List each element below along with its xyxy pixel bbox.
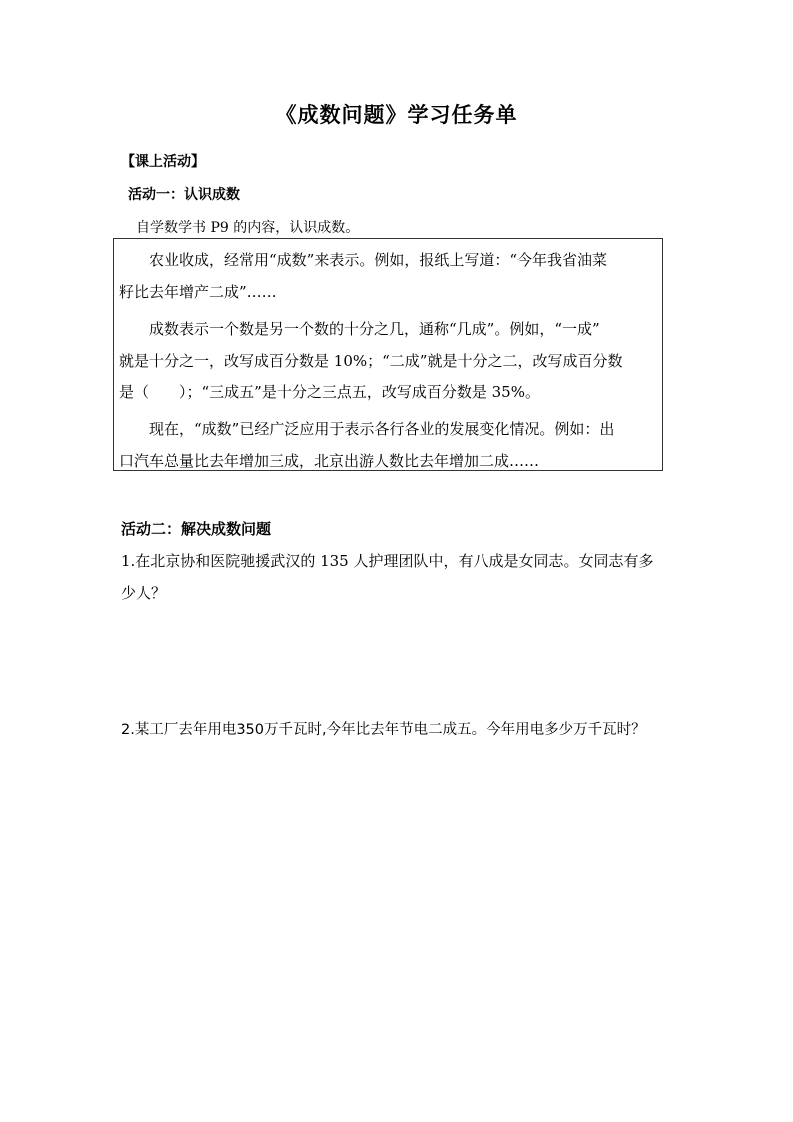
box-line-5: 是（ ）；“三成五”是十分之三点五，改写成百分数是 35%。 (119, 383, 540, 401)
question-2: 2.某工厂去年用电350万千瓦时,今年比去年节电二成五。今年用电多少万千瓦时？ (121, 722, 646, 738)
activity-one-intro: 自学数学书 P9 的内容，认识成数。 (136, 220, 360, 236)
box-line-3: 成数表示一个数是另一个数的十分之几，通称“几成”。例如，“一成” (149, 320, 600, 338)
box-line-4: 就是十分之一，改写成百分数是 10%；“二成”就是十分之二，改写成百分数 (119, 352, 623, 370)
activity-one-heading: 活动一：认识成数 (128, 187, 240, 203)
section-label: 【课上活动】 (121, 154, 205, 170)
page-title: 《成数问题》学习任务单 (275, 103, 518, 127)
question-1-line-1: 1.在北京协和医院驰援武汉的 135 人护理团队中，有八成是女同志。女同志有多 (121, 552, 654, 570)
box-line-6: 现在，“成数”已经广泛应用于表示各行各业的发展变化情况。例如：出 (149, 420, 615, 438)
box-line-2: 籽比去年增产二成”…… (119, 283, 277, 301)
box-line-1: 农业收成，经常用“成数”来表示。例如，报纸上写道：“今年我省油菜 (149, 251, 608, 269)
question-1-line-2: 少人？ (121, 584, 167, 602)
activity-two-heading: 活动二：解决成数问题 (121, 520, 272, 538)
box-line-7: 口汽车总量比去年增加三成，北京出游人数比去年增加二成…… (119, 452, 540, 470)
